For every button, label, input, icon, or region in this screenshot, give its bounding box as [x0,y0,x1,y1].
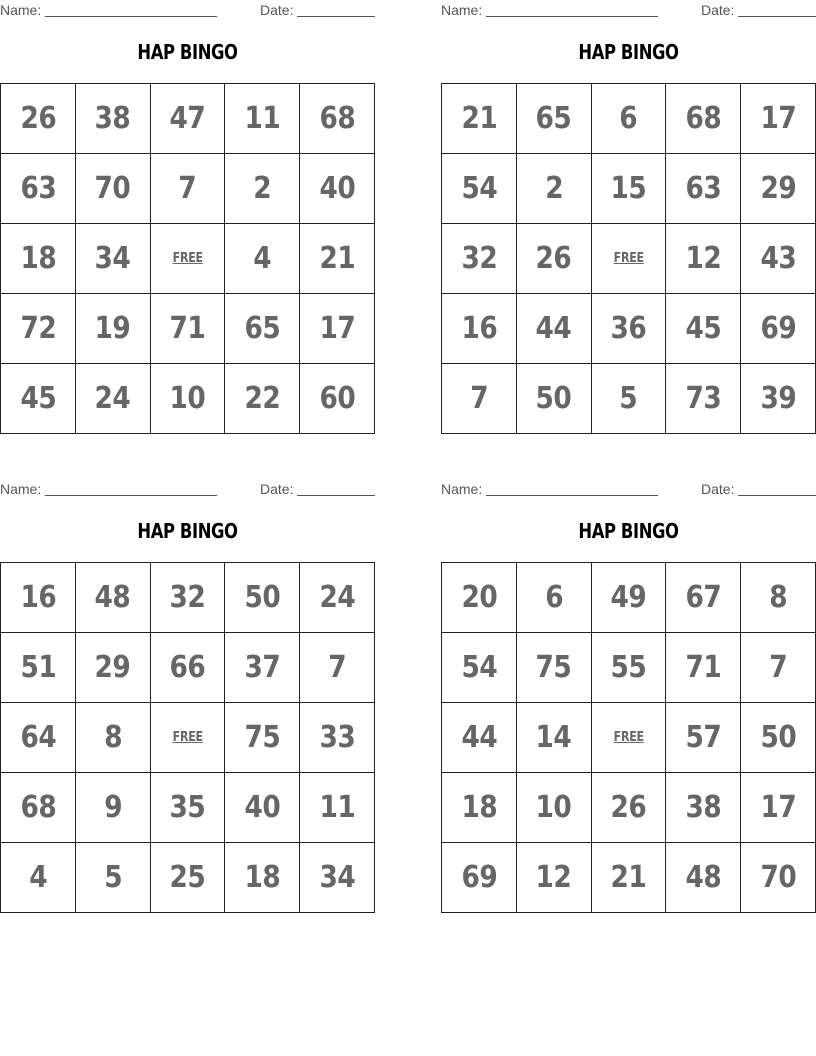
bingo-cell[interactable] [1,84,76,154]
bingo-cell[interactable] [442,364,517,434]
bingo-cell[interactable] [442,84,517,154]
bingo-cell[interactable] [592,843,667,913]
bingo-number: 69 [460,860,497,895]
bingo-cell[interactable] [76,773,151,843]
bingo-number: 29 [760,171,797,206]
bingo-number: 71 [685,650,722,685]
card-header-fields [0,2,375,20]
bingo-cell[interactable] [1,633,76,703]
bingo-cell[interactable] [151,154,226,224]
bingo-cell[interactable] [741,843,816,913]
bingo-cell[interactable] [741,294,816,364]
bingo-number: 50 [244,580,281,615]
card-title: HAP BINGO [137,519,238,543]
bingo-number: 5 [619,381,638,416]
bingo-number: 21 [319,241,356,276]
name-field[interactable] [441,2,658,18]
bingo-cell[interactable] [76,224,151,294]
bingo-cell[interactable] [225,364,300,434]
bingo-number: 65 [244,311,281,346]
bingo-cell[interactable] [1,154,76,224]
bingo-number: 12 [535,860,572,895]
bingo-cell[interactable] [1,364,76,434]
bingo-card-4 [441,479,816,914]
bingo-cell[interactable] [666,843,741,913]
bingo-number: 26 [19,101,56,136]
bingo-number: 16 [19,580,56,615]
bingo-cell[interactable] [666,633,741,703]
bingo-cell[interactable] [592,364,667,434]
bingo-number: 18 [244,860,281,895]
bingo-cell[interactable] [741,703,816,773]
date-label: Date: [260,2,294,18]
bingo-number: 55 [610,650,647,685]
bingo-cell[interactable] [300,633,375,703]
bingo-number: 22 [244,381,281,416]
bingo-cell[interactable] [741,154,816,224]
bingo-cell[interactable] [225,224,300,294]
bingo-cell[interactable] [151,294,226,364]
bingo-cell[interactable] [151,843,226,913]
bingo-number: 2 [544,171,563,206]
name-label: Name: [441,481,483,497]
bingo-cell[interactable] [517,703,592,773]
bingo-cell[interactable] [300,294,375,364]
bingo-number: 69 [760,311,797,346]
bingo-cell[interactable] [76,703,151,773]
bingo-number: 73 [685,381,722,416]
bingo-number: 14 [535,720,572,755]
free-space-label: FREE [613,730,644,745]
bingo-grid [441,83,816,434]
bingo-cell[interactable] [151,563,226,633]
bingo-number: 24 [94,381,131,416]
bingo-number: 70 [94,171,131,206]
bingo-cell[interactable] [225,154,300,224]
bingo-cell[interactable] [666,364,741,434]
bingo-number: 40 [244,790,281,825]
bingo-number: 6 [544,580,563,615]
bingo-cell[interactable] [76,633,151,703]
bingo-cell[interactable] [151,633,226,703]
bingo-number: 47 [169,101,206,136]
bingo-cell[interactable] [741,773,816,843]
date-blank-line[interactable] [297,482,375,496]
bingo-number: 21 [610,860,647,895]
bingo-number: 49 [610,580,647,615]
bingo-cell[interactable] [592,84,667,154]
bingo-cell[interactable] [225,773,300,843]
bingo-number: 24 [319,580,356,615]
bingo-number: 7 [178,171,197,206]
date-field[interactable] [701,2,816,18]
bingo-number: 18 [460,790,497,825]
bingo-number: 75 [535,650,572,685]
bingo-cell[interactable] [592,294,667,364]
card-title: HAP BINGO [578,40,679,64]
date-label: Date: [701,2,735,18]
bingo-number: 63 [685,171,722,206]
card-header-fields [441,481,816,499]
bingo-grid [0,562,375,913]
bingo-cell[interactable] [517,154,592,224]
bingo-cell[interactable] [442,843,517,913]
bingo-cell[interactable] [666,563,741,633]
bingo-number: 15 [610,171,647,206]
bingo-number: 35 [169,790,206,825]
bingo-cell[interactable] [442,294,517,364]
bingo-cell[interactable] [1,294,76,364]
bingo-number: 7 [769,650,788,685]
name-label: Name: [441,2,483,18]
bingo-number: 60 [319,381,356,416]
bingo-number: 51 [19,650,56,685]
bingo-number: 67 [685,580,722,615]
bingo-cell[interactable] [300,843,375,913]
bingo-number: 50 [760,720,797,755]
bingo-number: 32 [460,241,497,276]
bingo-cell[interactable] [300,154,375,224]
bingo-number: 18 [19,241,56,276]
date-blank-line[interactable] [297,3,375,17]
bingo-number: 17 [760,101,797,136]
bingo-cell[interactable] [225,294,300,364]
bingo-cell[interactable] [1,563,76,633]
date-field[interactable] [260,481,375,497]
bingo-cell[interactable] [666,84,741,154]
bingo-cell[interactable] [300,773,375,843]
bingo-number: 50 [535,381,572,416]
bingo-number: 7 [328,650,347,685]
name-label: Name: [0,2,42,18]
bingo-number: 17 [319,311,356,346]
bingo-cell[interactable] [1,773,76,843]
name-field[interactable] [441,481,658,497]
bingo-number: 20 [460,580,497,615]
name-field[interactable] [0,2,217,18]
bingo-card-1 [0,0,375,435]
bingo-number: 17 [760,790,797,825]
bingo-number: 36 [610,311,647,346]
bingo-cell[interactable] [76,843,151,913]
bingo-number: 32 [169,580,206,615]
bingo-cell[interactable] [1,843,76,913]
bingo-cell[interactable] [76,563,151,633]
card-header-fields [441,2,816,20]
bingo-number: 16 [460,311,497,346]
bingo-number: 4 [253,241,272,276]
bingo-number: 4 [28,860,47,895]
bingo-number: 29 [94,650,131,685]
bingo-cell[interactable] [666,154,741,224]
bingo-number: 65 [535,101,572,136]
bingo-cell[interactable] [151,84,226,154]
bingo-number: 26 [610,790,647,825]
name-label: Name: [0,481,42,497]
bingo-cell[interactable] [225,563,300,633]
bingo-cell[interactable] [300,703,375,773]
bingo-cell[interactable] [300,563,375,633]
bingo-cell[interactable] [442,563,517,633]
bingo-number: 44 [535,311,572,346]
bingo-number: 10 [535,790,572,825]
bingo-cell[interactable] [442,224,517,294]
free-space-cell[interactable] [592,703,667,773]
bingo-number: 21 [460,101,497,136]
name-blank-line[interactable] [45,3,217,17]
bingo-cell[interactable] [517,633,592,703]
bingo-cell[interactable] [741,563,816,633]
bingo-number: 9 [103,790,122,825]
name-blank-line[interactable] [486,482,658,496]
bingo-card-2 [441,0,816,435]
bingo-number: 25 [169,860,206,895]
bingo-number: 2 [253,171,272,206]
name-blank-line[interactable] [486,3,658,17]
bingo-number: 44 [460,720,497,755]
bingo-cell[interactable] [76,154,151,224]
bingo-cell[interactable] [442,154,517,224]
bingo-cell[interactable] [592,773,667,843]
bingo-cell[interactable] [442,773,517,843]
bingo-cell[interactable] [592,633,667,703]
bingo-cell[interactable] [666,773,741,843]
bingo-number: 45 [685,311,722,346]
free-space-label: FREE [172,730,203,745]
bingo-cell[interactable] [517,843,592,913]
bingo-number: 8 [103,720,122,755]
bingo-cell[interactable] [517,364,592,434]
bingo-cell[interactable] [151,364,226,434]
card-header-fields [0,481,375,499]
bingo-number: 12 [685,241,722,276]
bingo-number: 54 [460,650,497,685]
bingo-cell[interactable] [1,703,76,773]
bingo-number: 43 [760,241,797,276]
free-space-cell[interactable] [592,224,667,294]
bingo-cell[interactable] [151,773,226,843]
free-space-cell[interactable] [151,224,226,294]
date-label: Date: [701,481,735,497]
bingo-number: 68 [319,101,356,136]
bingo-cell[interactable] [76,294,151,364]
bingo-number: 48 [685,860,722,895]
bingo-number: 11 [244,101,281,136]
bingo-cell[interactable] [300,224,375,294]
free-space-cell[interactable] [151,703,226,773]
date-field[interactable] [260,2,375,18]
bingo-number: 33 [319,720,356,755]
bingo-cell[interactable] [225,633,300,703]
date-field[interactable] [701,481,816,497]
card-title: HAP BINGO [578,519,679,543]
bingo-number: 75 [244,720,281,755]
bingo-cell[interactable] [592,563,667,633]
bingo-cell[interactable] [517,294,592,364]
bingo-cell[interactable] [225,703,300,773]
bingo-number: 10 [169,381,206,416]
bingo-number: 64 [19,720,56,755]
bingo-number: 68 [19,790,56,825]
bingo-number: 68 [685,101,722,136]
bingo-cell[interactable] [741,633,816,703]
bingo-cell[interactable] [442,633,517,703]
bingo-number: 5 [103,860,122,895]
bingo-number: 7 [469,381,488,416]
bingo-number: 45 [19,381,56,416]
bingo-cell[interactable] [592,154,667,224]
bingo-number: 8 [769,580,788,615]
bingo-cell[interactable] [300,364,375,434]
bingo-cell[interactable] [517,773,592,843]
bingo-number: 63 [19,171,56,206]
bingo-number: 57 [685,720,722,755]
bingo-cell[interactable] [517,563,592,633]
bingo-number: 71 [169,311,206,346]
bingo-cell[interactable] [76,84,151,154]
bingo-cell[interactable] [666,703,741,773]
bingo-cell[interactable] [517,224,592,294]
bingo-grid [441,562,816,913]
bingo-number: 38 [94,101,131,136]
name-blank-line[interactable] [45,482,217,496]
name-field[interactable] [0,481,217,497]
bingo-number: 70 [760,860,797,895]
card-title: HAP BINGO [137,40,238,64]
bingo-cell[interactable] [225,843,300,913]
free-space-label: FREE [613,251,644,266]
bingo-cell[interactable] [517,84,592,154]
bingo-cell[interactable] [1,224,76,294]
date-label: Date: [260,481,294,497]
bingo-number: 34 [319,860,356,895]
bingo-cell[interactable] [741,84,816,154]
bingo-cell[interactable] [741,224,816,294]
bingo-number: 26 [535,241,572,276]
bingo-card-3 [0,479,375,914]
bingo-number: 6 [619,101,638,136]
bingo-cell[interactable] [442,703,517,773]
bingo-cell[interactable] [741,364,816,434]
bingo-grid [0,83,375,434]
bingo-cell[interactable] [666,224,741,294]
bingo-number: 11 [319,790,356,825]
bingo-number: 48 [94,580,131,615]
bingo-cell[interactable] [300,84,375,154]
bingo-number: 40 [319,171,356,206]
bingo-number: 54 [460,171,497,206]
date-blank-line[interactable] [738,3,816,17]
free-space-label: FREE [172,251,203,266]
bingo-number: 38 [685,790,722,825]
bingo-cell[interactable] [225,84,300,154]
bingo-cell[interactable] [76,364,151,434]
bingo-cell[interactable] [666,294,741,364]
bingo-number: 34 [94,241,131,276]
bingo-number: 39 [760,381,797,416]
bingo-number: 66 [169,650,206,685]
bingo-number: 19 [94,311,131,346]
bingo-number: 37 [244,650,281,685]
bingo-number: 72 [19,311,56,346]
date-blank-line[interactable] [738,482,816,496]
